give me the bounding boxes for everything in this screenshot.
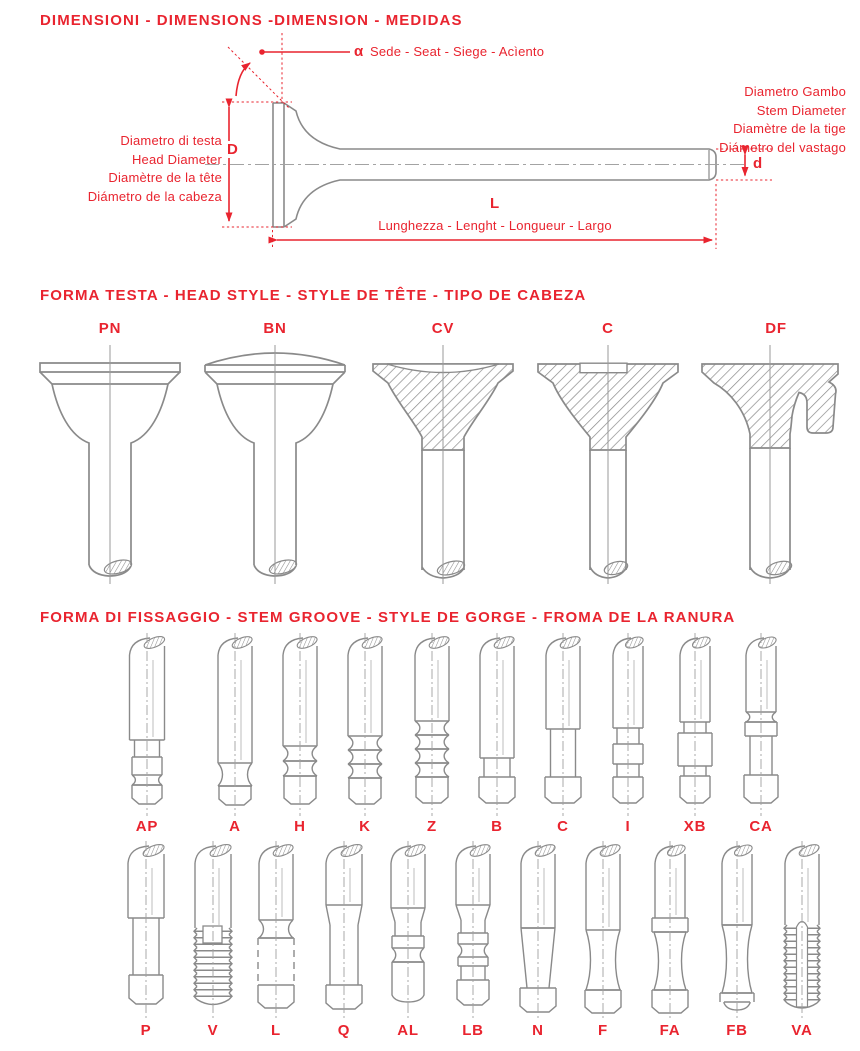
groove-type-label-f: F bbox=[598, 1022, 608, 1039]
groove-type-label-i: I bbox=[625, 818, 631, 835]
stem-groove-drawing bbox=[0, 600, 860, 1051]
stem-diameter-label-line: Diamètre de la tige bbox=[733, 121, 846, 136]
length-label: Lunghezza - Lenght - Longueur - Largo bbox=[378, 218, 612, 233]
dimension-arrows bbox=[229, 52, 745, 240]
stem-figure bbox=[479, 633, 516, 816]
groove-type-label-h: H bbox=[294, 818, 306, 835]
stem-figure bbox=[348, 633, 384, 816]
stem-figure bbox=[456, 841, 492, 1020]
stem-figure bbox=[218, 633, 254, 816]
groove-type-label-va: VA bbox=[791, 1022, 813, 1039]
head-style-title: FORMA TESTA - HEAD STYLE - STYLE DE TÊTE - TIPO DE CABEZA bbox=[40, 287, 587, 304]
stem-groove-title: FORMA DI FISSAGGIO - STEM GROOVE - STYLE DE GORGE - FROMA DE LA RANURA bbox=[40, 609, 736, 626]
seat-angle-dot bbox=[259, 49, 265, 55]
groove-type-label-a: A bbox=[229, 818, 241, 835]
stem-diameter-label-line: Diámetro del vastago bbox=[719, 139, 846, 155]
head-diameter-label-line: Diametro di testa bbox=[120, 133, 222, 148]
head-style-drawing bbox=[0, 340, 860, 600]
dimensions-title: DIMENSIONI - DIMENSIONS -DIMENSION - MEDIDAS bbox=[40, 12, 463, 29]
stem-figure bbox=[258, 841, 295, 1020]
head-diameter-label-line: Head Diameter bbox=[131, 151, 222, 167]
groove-type-label-p: P bbox=[140, 1022, 152, 1039]
head-diameter-label bbox=[20, 132, 222, 206]
stem-figure bbox=[613, 633, 645, 816]
head-type-label-cv: CV bbox=[431, 320, 455, 337]
groove-type-label-z: Z bbox=[427, 818, 437, 835]
seat-label: Sede - Seat - Siege - Acìento bbox=[370, 44, 545, 59]
dim-d-label: d bbox=[753, 155, 763, 172]
groove-type-label-q: Q bbox=[337, 1022, 351, 1039]
stem-diameter-label-line: Diametro Gambo bbox=[744, 84, 846, 99]
groove-type-label-xb: XB bbox=[683, 818, 707, 835]
groove-type-label-v: V bbox=[207, 1022, 219, 1039]
head-type-label-df: DF bbox=[765, 320, 787, 337]
dim-D-label: D bbox=[227, 141, 238, 158]
construction-lines bbox=[222, 33, 772, 249]
alpha-symbol: α bbox=[354, 43, 364, 60]
stem-figure bbox=[744, 633, 778, 816]
groove-type-label-c: C bbox=[557, 818, 569, 835]
head-type-label-pn: PN bbox=[98, 320, 122, 337]
stem-figure bbox=[678, 633, 712, 816]
stem-diameter-label bbox=[719, 83, 846, 157]
stem-figure bbox=[326, 841, 364, 1020]
stem-figure bbox=[545, 633, 582, 816]
stem-figure bbox=[784, 841, 821, 1020]
stem-figure bbox=[415, 633, 451, 816]
head-diameter-label-line: Diámetro de la cabeza bbox=[87, 188, 222, 204]
groove-type-label-b: B bbox=[491, 818, 503, 835]
stem-figure bbox=[128, 841, 166, 1020]
head-type-label-c: C bbox=[602, 320, 614, 337]
stem-figure bbox=[720, 841, 754, 1020]
groove-type-label-al: AL bbox=[397, 1022, 419, 1039]
stem-figure bbox=[283, 633, 319, 816]
head-type-label-bn: BN bbox=[263, 320, 287, 337]
stem-figure bbox=[520, 841, 557, 1020]
groove-type-label-ca: CA bbox=[749, 818, 773, 835]
stem-figure bbox=[652, 841, 688, 1020]
groove-type-label-fb: FB bbox=[726, 1022, 748, 1039]
groove-type-label-fa: FA bbox=[659, 1022, 681, 1039]
groove-type-label-k: K bbox=[359, 818, 371, 835]
groove-type-label-l: L bbox=[271, 1022, 281, 1039]
dim-L-label: L bbox=[490, 195, 500, 212]
stem-figure bbox=[391, 841, 427, 1020]
stem-figure bbox=[194, 841, 233, 1020]
groove-type-label-n: N bbox=[532, 1022, 544, 1039]
groove-type-label-lb: LB bbox=[462, 1022, 484, 1039]
groove-type-label-ap: AP bbox=[135, 818, 159, 835]
stem-diameter-label-line: Stem Diameter bbox=[756, 102, 846, 118]
stem-figure bbox=[585, 841, 622, 1020]
head-diameter-label-line: Diamètre de la tête bbox=[108, 170, 222, 185]
stem-figure bbox=[130, 633, 167, 816]
